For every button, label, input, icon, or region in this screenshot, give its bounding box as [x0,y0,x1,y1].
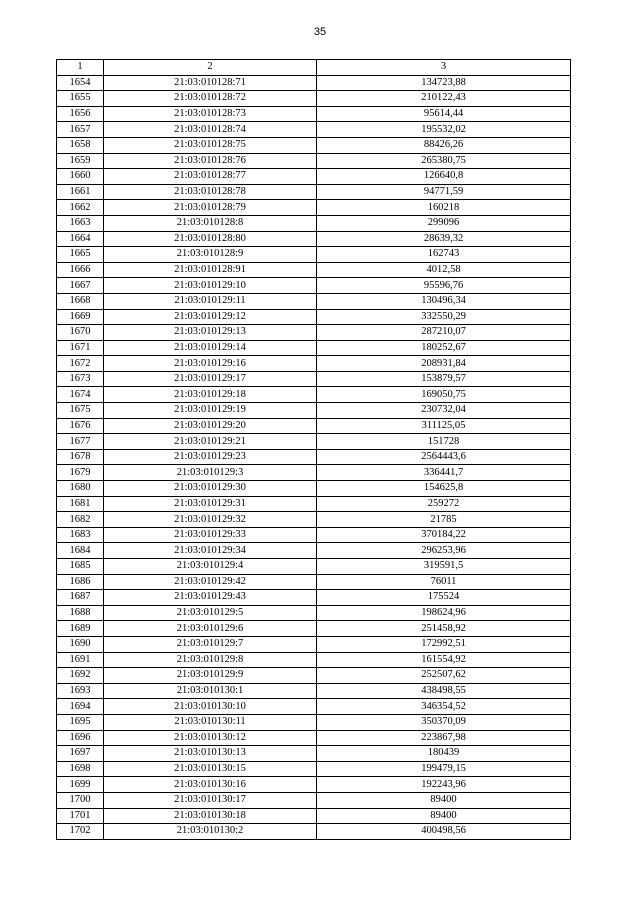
cadastral-number-cell: 21:03:010130:12 [104,730,317,746]
cadastral-number-cell: 21:03:010128:77 [104,169,317,185]
value-cell: 21785 [317,512,571,528]
cadastral-number-cell: 21:03:010128:9 [104,247,317,263]
value-cell: 199479,15 [317,761,571,777]
value-cell: 210122,43 [317,91,571,107]
table-row [57,792,571,808]
cadastral-number-cell: 21:03:010129:6 [104,621,317,637]
cadastral-number-cell: 21:03:010129:9 [104,668,317,684]
value-cell: 154625,8 [317,481,571,497]
row-number-cell: 1673 [57,371,104,387]
cadastral-number-cell: 21:03:010129:10 [104,278,317,294]
page-number: 35 [313,26,327,38]
value-cell: 299096 [317,215,571,231]
table-row [57,699,571,715]
value-cell: 192243,96 [317,777,571,793]
value-cell: 336441,7 [317,465,571,481]
table-row [57,683,571,699]
table-row [57,668,571,684]
row-number-cell: 1666 [57,262,104,278]
column-header: 1 [57,60,104,76]
cadastral-number-cell: 21:03:010129:20 [104,418,317,434]
value-cell: 134723,88 [317,75,571,91]
table-row [57,340,571,356]
value-cell: 223867,98 [317,730,571,746]
row-number-cell: 1701 [57,808,104,824]
value-cell: 198624,96 [317,605,571,621]
cadastral-number-cell: 21:03:010130:2 [104,824,317,840]
row-number-cell: 1662 [57,200,104,216]
cadastral-number-cell: 21:03:010128:78 [104,184,317,200]
row-number-cell: 1691 [57,652,104,668]
table-row [57,652,571,668]
row-number-cell: 1688 [57,605,104,621]
row-number-cell: 1675 [57,403,104,419]
row-number-cell: 1681 [57,496,104,512]
row-number-cell: 1674 [57,387,104,403]
row-number-cell: 1692 [57,668,104,684]
row-number-cell: 1676 [57,418,104,434]
table-row [57,465,571,481]
value-cell: 153879,57 [317,371,571,387]
cadastral-number-cell: 21:03:010129:43 [104,590,317,606]
value-cell: 126640,8 [317,169,571,185]
cadastral-number-cell: 21:03:010128:79 [104,200,317,216]
table-row [57,122,571,138]
table-row [57,231,571,247]
table-row [57,309,571,325]
value-cell: 251458,92 [317,621,571,637]
table-row [57,636,571,652]
value-cell: 319591,5 [317,559,571,575]
table-row [57,137,571,153]
row-number-cell: 1663 [57,215,104,231]
cadastral-number-cell: 21:03:010129:12 [104,309,317,325]
value-cell: 438498,55 [317,683,571,699]
cadastral-number-cell: 21:03:010130:10 [104,699,317,715]
value-cell: 88426,26 [317,137,571,153]
row-number-cell: 1670 [57,325,104,341]
cadastral-number-cell: 21:03:010129:31 [104,496,317,512]
value-cell: 89400 [317,792,571,808]
row-number-cell: 1664 [57,231,104,247]
table-row [57,91,571,107]
cadastral-number-cell: 21:03:010129:17 [104,371,317,387]
row-number-cell: 1668 [57,293,104,309]
cadastral-number-cell: 21:03:010130:15 [104,761,317,777]
value-cell: 296253,96 [317,543,571,559]
table-row [57,215,571,231]
row-number-cell: 1678 [57,449,104,465]
table-row [57,387,571,403]
row-number-cell: 1697 [57,746,104,762]
table-row [57,559,571,575]
value-cell: 151728 [317,434,571,450]
value-cell: 259272 [317,496,571,512]
cadastral-number-cell: 21:03:010129:42 [104,574,317,590]
value-cell: 265380,75 [317,153,571,169]
value-cell: 4012,58 [317,262,571,278]
table-row [57,730,571,746]
row-number-cell: 1694 [57,699,104,715]
cadastral-number-cell: 21:03:010129:32 [104,512,317,528]
value-cell: 287210,07 [317,325,571,341]
table-row [57,621,571,637]
value-cell: 180439 [317,746,571,762]
row-number-cell: 1687 [57,590,104,606]
table-row [57,418,571,434]
row-number-cell: 1689 [57,621,104,637]
row-number-cell: 1659 [57,153,104,169]
cadastral-number-cell: 21:03:010129:7 [104,636,317,652]
row-number-cell: 1699 [57,777,104,793]
value-cell: 350370,09 [317,714,571,730]
value-cell: 230732,04 [317,403,571,419]
value-cell: 195532,02 [317,122,571,138]
table-row [57,434,571,450]
table-row [57,293,571,309]
table-row [57,106,571,122]
cadastral-number-cell: 21:03:010129:3 [104,465,317,481]
table-row [57,824,571,840]
value-cell: 208931,84 [317,356,571,372]
row-number-cell: 1686 [57,574,104,590]
header-row [57,60,571,76]
row-number-cell: 1661 [57,184,104,200]
value-cell: 175524 [317,590,571,606]
row-number-cell: 1695 [57,714,104,730]
row-number-cell: 1665 [57,247,104,263]
table-row [57,371,571,387]
table-row [57,200,571,216]
column-header: 3 [317,60,571,76]
table-row [57,496,571,512]
row-number-cell: 1658 [57,137,104,153]
cadastral-number-cell: 21:03:010129:13 [104,325,317,341]
row-number-cell: 1690 [57,636,104,652]
value-cell: 94771,59 [317,184,571,200]
row-number-cell: 1657 [57,122,104,138]
row-number-cell: 1654 [57,75,104,91]
table-row [57,153,571,169]
table-row [57,543,571,559]
value-cell: 2564443,6 [317,449,571,465]
row-number-cell: 1672 [57,356,104,372]
value-cell: 332550,29 [317,309,571,325]
table-row [57,590,571,606]
value-cell: 76011 [317,574,571,590]
table-body [57,60,571,840]
cadastral-number-cell: 21:03:010128:80 [104,231,317,247]
data-table [56,59,571,840]
value-cell: 180252,67 [317,340,571,356]
row-number-cell: 1660 [57,169,104,185]
table-row [57,605,571,621]
table-row [57,278,571,294]
row-number-cell: 1679 [57,465,104,481]
cadastral-number-cell: 21:03:010129:11 [104,293,317,309]
table-row [57,481,571,497]
cadastral-number-cell: 21:03:010130:13 [104,746,317,762]
value-cell: 169050,75 [317,387,571,403]
value-cell: 172992,51 [317,636,571,652]
table-row [57,574,571,590]
cadastral-number-cell: 21:03:010128:91 [104,262,317,278]
value-cell: 252507,62 [317,668,571,684]
table-row [57,761,571,777]
value-cell: 130496,34 [317,293,571,309]
value-cell: 28639,32 [317,231,571,247]
row-number-cell: 1685 [57,559,104,575]
cadastral-number-cell: 21:03:010130:17 [104,792,317,808]
cadastral-number-cell: 21:03:010128:76 [104,153,317,169]
cadastral-number-cell: 21:03:010129:8 [104,652,317,668]
table-row [57,777,571,793]
cadastral-number-cell: 21:03:010128:73 [104,106,317,122]
table-row [57,512,571,528]
cadastral-number-cell: 21:03:010130:11 [104,714,317,730]
table-row [57,714,571,730]
cadastral-number-cell: 21:03:010129:34 [104,543,317,559]
cadastral-number-cell: 21:03:010128:75 [104,137,317,153]
row-number-cell: 1698 [57,761,104,777]
value-cell: 161554,92 [317,652,571,668]
table-row [57,169,571,185]
table-row [57,403,571,419]
cadastral-number-cell: 21:03:010130:18 [104,808,317,824]
cadastral-number-cell: 21:03:010128:71 [104,75,317,91]
value-cell: 160218 [317,200,571,216]
value-cell: 370184,22 [317,527,571,543]
row-number-cell: 1693 [57,683,104,699]
cadastral-number-cell: 21:03:010129:14 [104,340,317,356]
row-number-cell: 1700 [57,792,104,808]
row-number-cell: 1667 [57,278,104,294]
value-cell: 162743 [317,247,571,263]
table-row [57,262,571,278]
cadastral-number-cell: 21:03:010130:16 [104,777,317,793]
cadastral-number-cell: 21:03:010129:16 [104,356,317,372]
cadastral-number-cell: 21:03:010128:8 [104,215,317,231]
cadastral-number-cell: 21:03:010129:19 [104,403,317,419]
row-number-cell: 1680 [57,481,104,497]
table-row [57,527,571,543]
value-cell: 95614,44 [317,106,571,122]
cadastral-number-cell: 21:03:010129:18 [104,387,317,403]
row-number-cell: 1677 [57,434,104,450]
table-row [57,184,571,200]
value-cell: 89400 [317,808,571,824]
cadastral-number-cell: 21:03:010128:72 [104,91,317,107]
cadastral-number-cell: 21:03:010130:1 [104,683,317,699]
cadastral-number-cell: 21:03:010128:74 [104,122,317,138]
cadastral-number-cell: 21:03:010129:21 [104,434,317,450]
row-number-cell: 1702 [57,824,104,840]
table-row [57,356,571,372]
column-header: 2 [104,60,317,76]
cadastral-number-cell: 21:03:010129:33 [104,527,317,543]
value-cell: 346354,52 [317,699,571,715]
table-row [57,449,571,465]
cadastral-number-cell: 21:03:010129:5 [104,605,317,621]
row-number-cell: 1683 [57,527,104,543]
row-number-cell: 1656 [57,106,104,122]
row-number-cell: 1671 [57,340,104,356]
cadastral-number-cell: 21:03:010129:4 [104,559,317,575]
value-cell: 311125,05 [317,418,571,434]
table-row [57,325,571,341]
table-row [57,808,571,824]
row-number-cell: 1684 [57,543,104,559]
value-cell: 95596,76 [317,278,571,294]
table-row [57,746,571,762]
row-number-cell: 1682 [57,512,104,528]
cadastral-number-cell: 21:03:010129:23 [104,449,317,465]
cadastral-number-cell: 21:03:010129:30 [104,481,317,497]
value-cell: 400498,56 [317,824,571,840]
row-number-cell: 1655 [57,91,104,107]
row-number-cell: 1696 [57,730,104,746]
table-row [57,247,571,263]
row-number-cell: 1669 [57,309,104,325]
table-row [57,75,571,91]
